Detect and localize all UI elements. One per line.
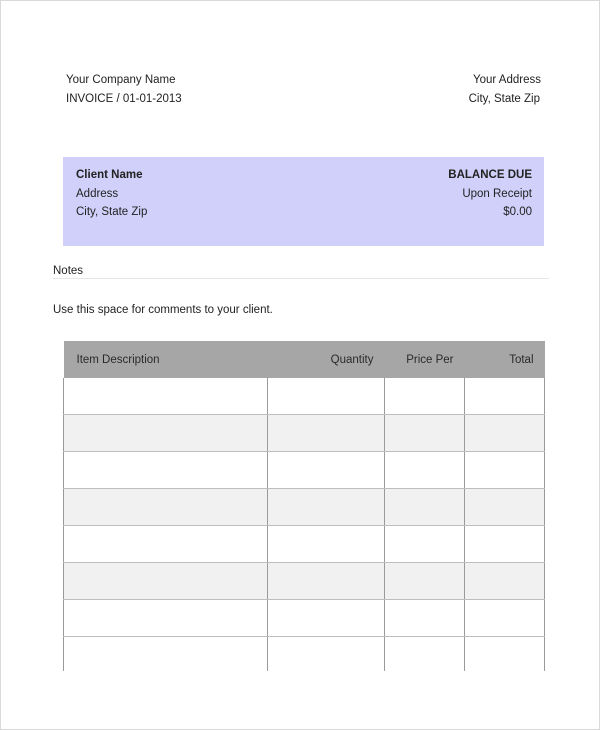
- column-header-price-per: Price Per: [385, 341, 465, 378]
- column-header-quantity: Quantity: [268, 341, 385, 378]
- price-per-cell[interactable]: [385, 415, 465, 452]
- item-description-cell[interactable]: [64, 452, 268, 489]
- price-per-cell[interactable]: [385, 489, 465, 526]
- table-row: [64, 378, 545, 415]
- price-per-cell[interactable]: [385, 378, 465, 415]
- table-row: [64, 600, 545, 637]
- column-header-item-description: Item Description: [64, 341, 268, 378]
- total-cell[interactable]: [465, 637, 545, 672]
- table-row: [64, 415, 545, 452]
- quantity-cell[interactable]: [268, 563, 385, 600]
- table-row: [64, 637, 545, 672]
- price-per-cell[interactable]: [385, 563, 465, 600]
- client-name: Client Name: [76, 169, 143, 181]
- total-cell[interactable]: [465, 378, 545, 415]
- table-header-row: [64, 341, 545, 378]
- notes-label: Notes: [53, 265, 84, 277]
- item-description-cell[interactable]: [64, 600, 268, 637]
- total-cell[interactable]: [465, 526, 545, 563]
- column-header-total: Total: [465, 341, 545, 378]
- total-cell[interactable]: [465, 452, 545, 489]
- quantity-cell[interactable]: [268, 600, 385, 637]
- balance-due-label: BALANCE DUE: [448, 169, 532, 181]
- company-city-state-zip: City, State Zip: [468, 93, 540, 105]
- balance-amount: $0.00: [503, 206, 532, 218]
- company-name: Your Company Name: [66, 74, 176, 86]
- client-city-state-zip: City, State Zip: [76, 206, 148, 218]
- quantity-cell[interactable]: [268, 452, 385, 489]
- table-row: [64, 489, 545, 526]
- table-row: [64, 452, 545, 489]
- quantity-cell[interactable]: [268, 415, 385, 452]
- price-per-cell[interactable]: [385, 600, 465, 637]
- item-description-cell[interactable]: [64, 378, 268, 415]
- quantity-cell[interactable]: [268, 378, 385, 415]
- total-cell[interactable]: [465, 415, 545, 452]
- item-description-cell[interactable]: [64, 526, 268, 563]
- company-address: Your Address: [473, 74, 541, 86]
- table-row: [64, 526, 545, 563]
- price-per-cell[interactable]: [385, 526, 465, 563]
- invoice-number-date: INVOICE / 01-01-2013: [66, 93, 182, 105]
- client-address: Address: [76, 188, 119, 200]
- item-description-cell[interactable]: [64, 637, 268, 672]
- client-info-box: [63, 157, 544, 246]
- notes-divider: [53, 278, 549, 279]
- notes-text: Use this space for comments to your client.: [53, 304, 273, 316]
- quantity-cell[interactable]: [268, 526, 385, 563]
- quantity-cell[interactable]: [268, 637, 385, 672]
- table-row: [64, 563, 545, 600]
- price-per-cell[interactable]: [385, 637, 465, 672]
- total-cell[interactable]: [465, 600, 545, 637]
- price-per-cell[interactable]: [385, 452, 465, 489]
- item-description-cell[interactable]: [64, 415, 268, 452]
- line-items-table: [63, 341, 545, 671]
- total-cell[interactable]: [465, 563, 545, 600]
- payment-terms: Upon Receipt: [462, 188, 532, 200]
- quantity-cell[interactable]: [268, 489, 385, 526]
- item-description-cell[interactable]: [64, 563, 268, 600]
- item-description-cell[interactable]: [64, 489, 268, 526]
- total-cell[interactable]: [465, 489, 545, 526]
